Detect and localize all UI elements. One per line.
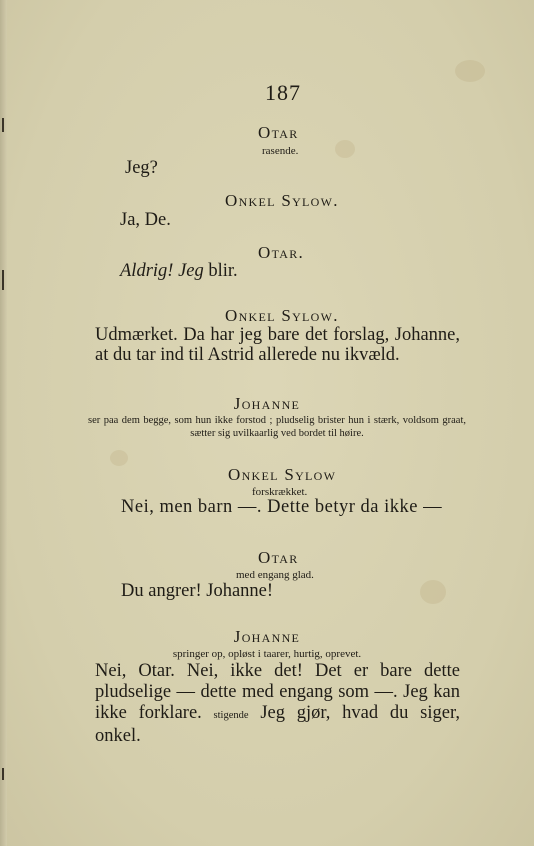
inline-stage-direction: stigende: [213, 710, 249, 721]
emphasis-text: Aldrig! Jeg: [120, 261, 204, 281]
speaker-onkel-sylow: Onkel Sylow.: [225, 191, 339, 210]
stage-direction: ser paa dem begge, som hun ikke forstod ; pludselig brister hun i stærk, voldsom graat, sætter sig uvilkaarlig ved bordet til høire.: [88, 415, 466, 439]
speaker-otar: Otar.: [258, 243, 305, 262]
speaker-johanne: Johanne: [233, 627, 301, 646]
speaker-onkel-sylow: Onkel Sylow.: [225, 306, 339, 325]
foxing-spot: [335, 140, 355, 158]
edge-mark: [2, 118, 4, 132]
dialogue-paragraph: Udmærket. Da har jeg bare det forslag, Johanne, at du tar ind til Astrid allerede nu ikvæld.: [95, 325, 460, 365]
stage-direction: springer op, opløst i taarer, hurtig, oprevet.: [172, 648, 362, 660]
dialogue-text: Nei, Otar. Nei, ikke det! Det er bare dette pludselige — dette med engang som —. Jeg kan ikke forklare.: [95, 661, 460, 723]
speaker-otar: Otar: [258, 548, 299, 567]
speaker-johanne: Johanne: [233, 394, 301, 413]
speaker-onkel-sylow: Onkel Sylow: [228, 465, 337, 484]
edge-mark: [2, 270, 4, 290]
foxing-spot: [110, 450, 128, 466]
foxing-spot: [420, 580, 446, 604]
dialogue-text: blir.: [203, 261, 238, 281]
speaker-otar: Otar: [258, 123, 299, 142]
dialogue-line: Jeg?: [125, 158, 158, 178]
dialogue-line: Nei, men barn —. Dette betyr da ikke —: [121, 497, 443, 517]
dialogue-line: Ja, De.: [120, 210, 171, 230]
edge-mark: [2, 768, 4, 780]
dialogue-paragraph: [95, 661, 460, 747]
stage-direction: rasende.: [262, 145, 299, 157]
foxing-spot: [455, 60, 485, 82]
dialogue-line: Du angrer! Johanne!: [121, 581, 274, 601]
page-number: 187: [265, 80, 301, 105]
dialogue-line: [120, 261, 238, 282]
stage-direction: med engang glad.: [236, 569, 314, 581]
dialogue-text: Jeg gjør, hvad du siger, onkel.: [95, 703, 461, 746]
stage-direction: forskrækket.: [252, 486, 308, 498]
